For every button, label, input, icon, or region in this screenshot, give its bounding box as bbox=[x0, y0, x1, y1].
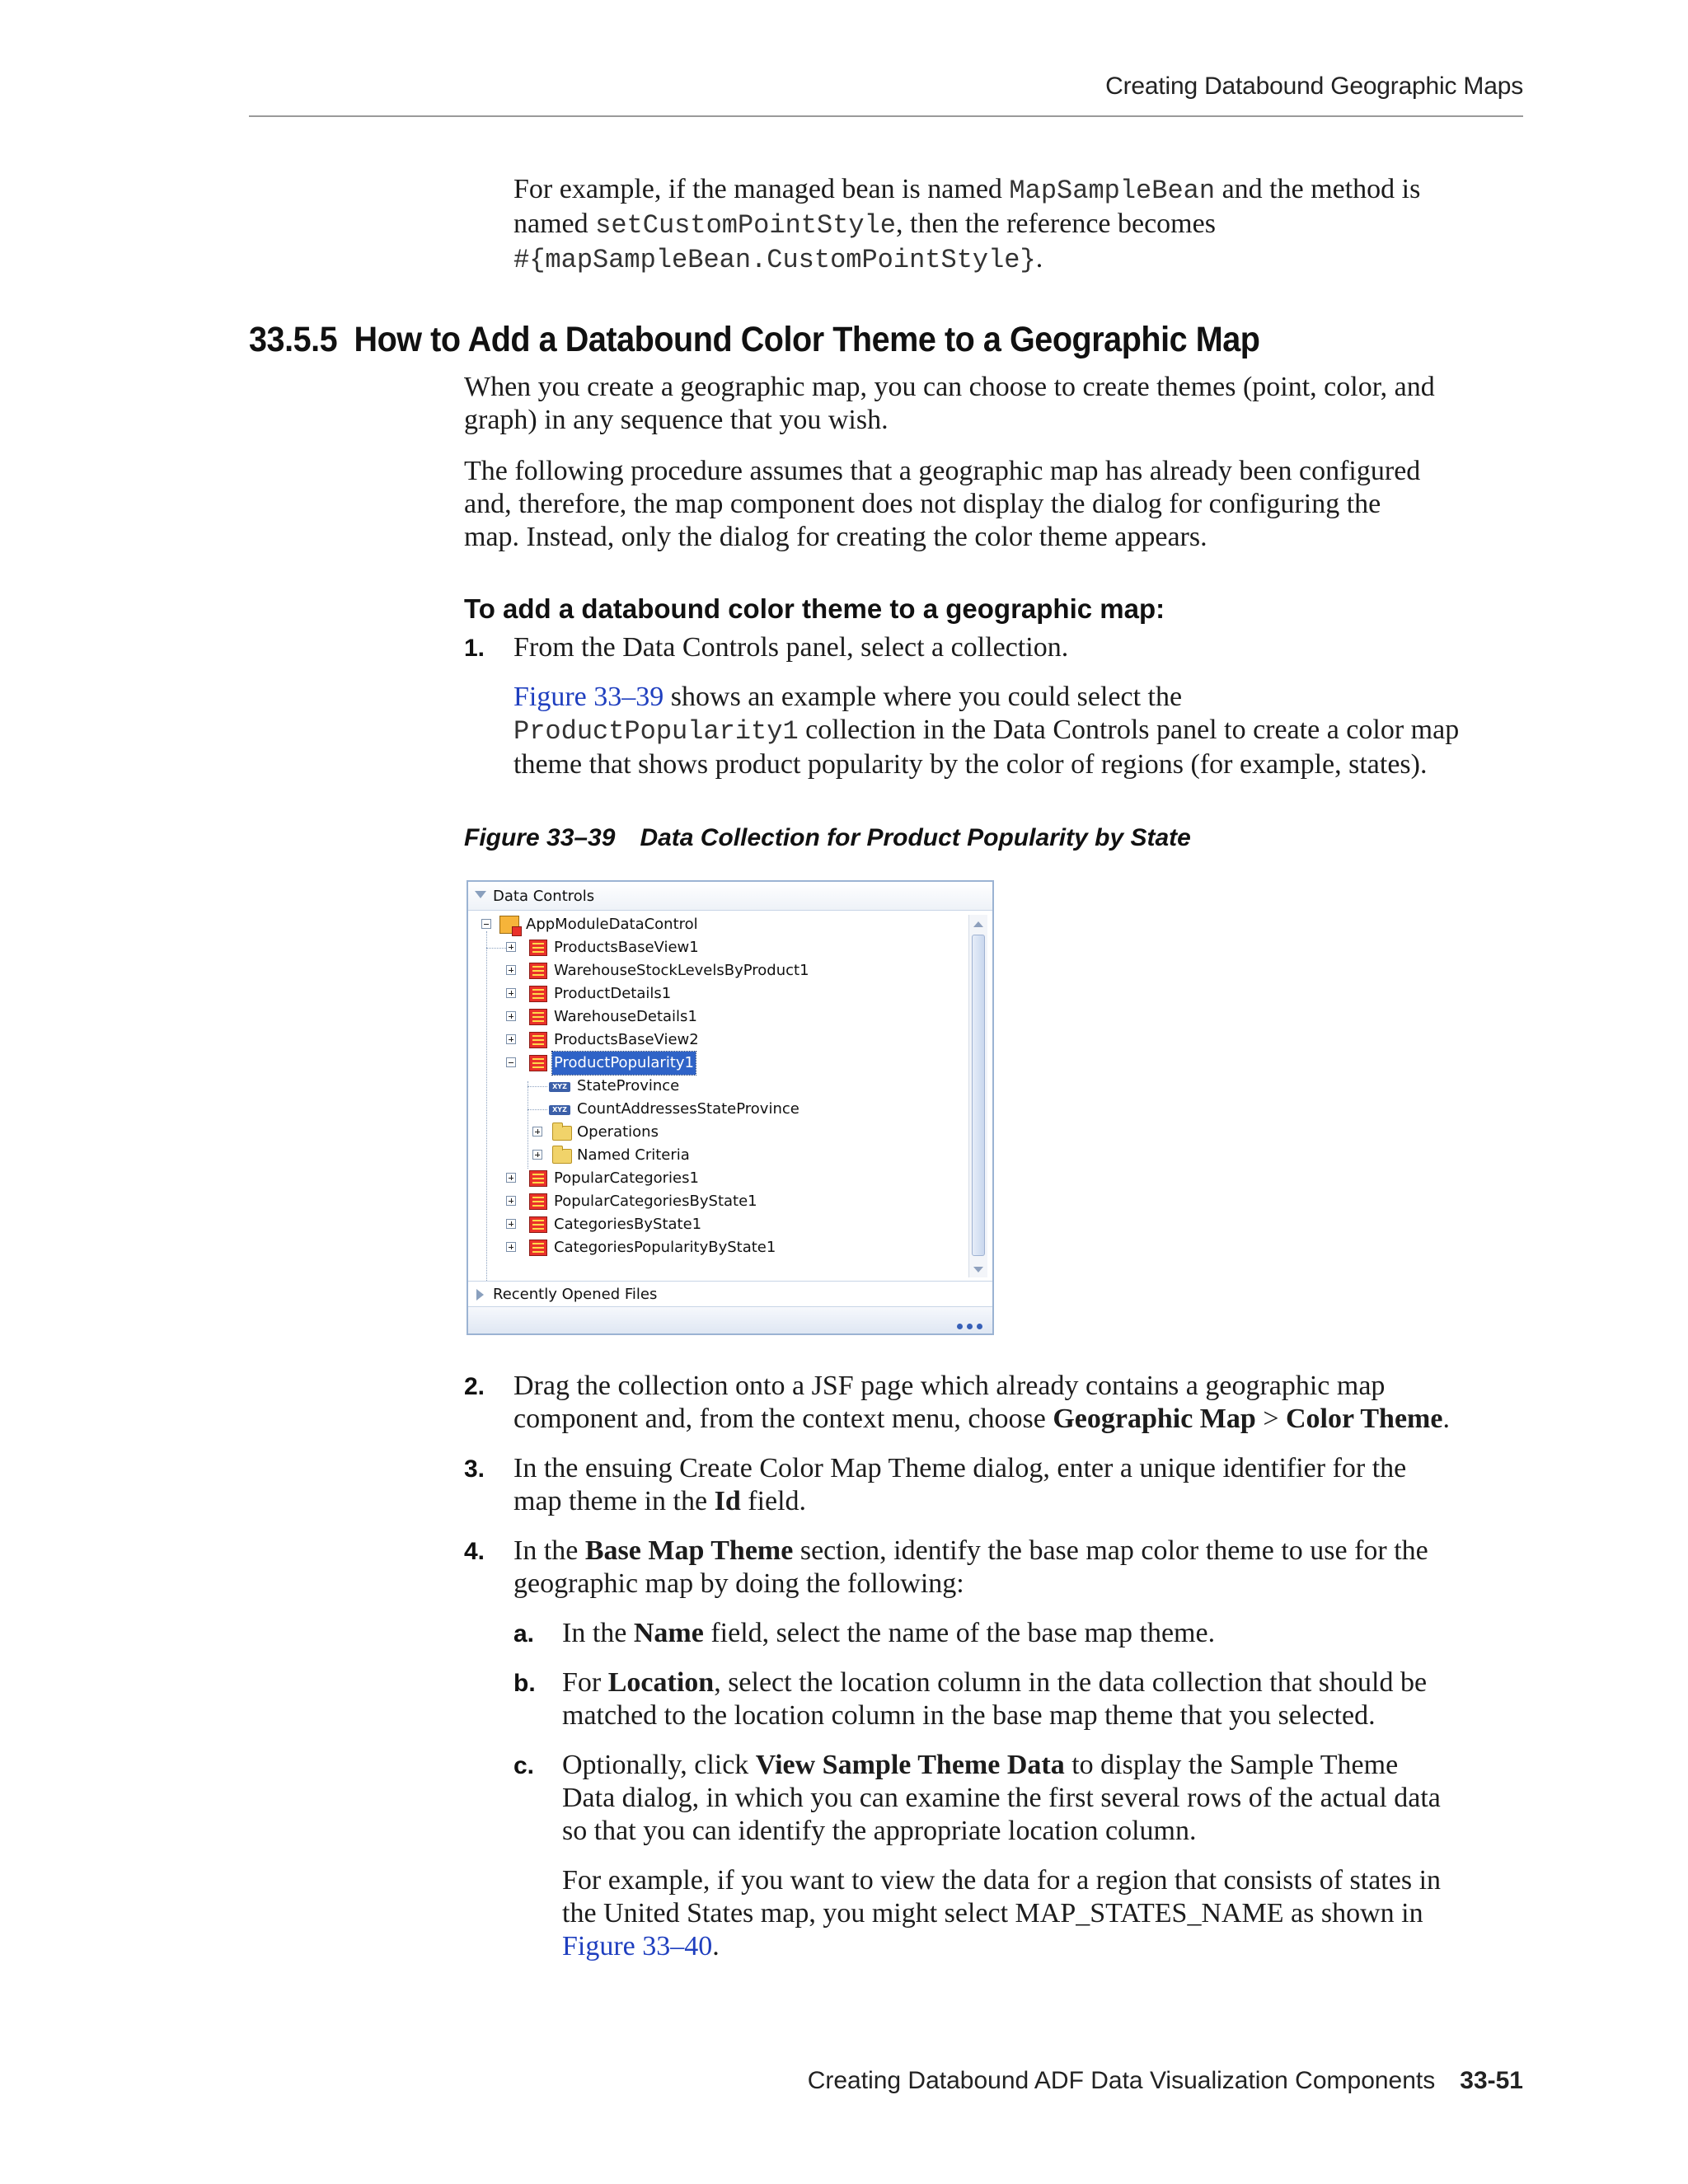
attribute-icon: XYZ bbox=[549, 1105, 570, 1115]
expand-icon[interactable] bbox=[506, 942, 516, 952]
panel-footer bbox=[468, 1306, 992, 1333]
step-line: Data dialog, in which you can examine the first several rows of the actual data bbox=[562, 1783, 1441, 1813]
step-line: the United States map, you might select MAP_STATES_NAME as shown in bbox=[562, 1898, 1423, 1929]
tree-node-label: CategoriesByState1 bbox=[554, 1216, 702, 1233]
intro-paragraph bbox=[513, 173, 1420, 277]
step-text: Optionally, click bbox=[562, 1750, 756, 1780]
panel-title: Data Controls bbox=[493, 888, 595, 905]
tree-guide-line bbox=[486, 931, 487, 1294]
figure-link[interactable]: Figure 33–40 bbox=[562, 1931, 713, 1961]
data-controls-tree bbox=[473, 913, 968, 1325]
substep-label: c. bbox=[513, 1752, 535, 1779]
detail-text: collection in the Data Controls panel to create a color map bbox=[798, 715, 1460, 745]
field-name: Location bbox=[607, 1667, 715, 1698]
step-line: For example, if you want to view the data for a region that consists of states in bbox=[562, 1865, 1442, 1896]
step-4-text bbox=[513, 1535, 1428, 1601]
paragraph-line: When you create a geographic map, you can choose to create themes (point, color, and bbox=[464, 372, 1435, 402]
scroll-up-icon[interactable] bbox=[973, 921, 983, 927]
field-name: Name bbox=[633, 1618, 704, 1648]
expand-icon[interactable] bbox=[506, 988, 516, 998]
intro-text: and the method is bbox=[1215, 174, 1421, 204]
attribute-icon: XYZ bbox=[549, 1082, 570, 1092]
tree-node-label: PopularCategoriesByState1 bbox=[554, 1193, 757, 1210]
expand-icon[interactable] bbox=[506, 1196, 516, 1206]
recently-opened-files-label: Recently Opened Files bbox=[493, 1286, 658, 1303]
step-text: In the bbox=[513, 1535, 585, 1566]
collection-icon bbox=[529, 1009, 547, 1025]
collection-icon bbox=[529, 963, 547, 979]
section-title: How to Add a Databound Color Theme to a Geographic Map bbox=[354, 320, 1260, 359]
figure-label: Figure 33–39 bbox=[464, 824, 616, 851]
scroll-down-icon[interactable] bbox=[973, 1267, 983, 1272]
menu-separator: > bbox=[1255, 1404, 1286, 1434]
expand-icon[interactable] bbox=[506, 1173, 516, 1183]
detail-text: theme that shows product popularity by the color of regions (for example, states). bbox=[513, 749, 1428, 780]
step-line: matched to the location column in the base map theme that you selected. bbox=[562, 1700, 1376, 1731]
step-text: field. bbox=[740, 1486, 807, 1516]
section-heading bbox=[249, 320, 1259, 360]
footer-chapter-title: Creating Databound ADF Data Visualization Components bbox=[807, 2067, 1436, 2094]
expand-icon[interactable] bbox=[506, 1219, 516, 1229]
menu-name: Geographic Map bbox=[1053, 1404, 1256, 1434]
step-line: In the ensuing Create Color Map Theme dialog, enter a unique identifier for the bbox=[513, 1453, 1407, 1483]
expand-triangle-icon[interactable] bbox=[476, 1289, 484, 1301]
substep-c-detail bbox=[562, 1864, 1441, 1963]
tree-node-label: Named Criteria bbox=[577, 1146, 690, 1164]
vertical-scrollbar[interactable] bbox=[968, 915, 987, 1277]
expand-icon[interactable] bbox=[506, 1242, 516, 1252]
step-text: to display the Sample Theme bbox=[1064, 1750, 1399, 1780]
tree-node-label: WarehouseDetails1 bbox=[554, 1008, 697, 1025]
figure-caption bbox=[464, 824, 1191, 852]
recently-opened-files-bar[interactable] bbox=[468, 1281, 992, 1308]
detail-text: shows an example where you could select the bbox=[663, 682, 1183, 712]
tree-node-label: ProductsBaseView2 bbox=[554, 1031, 699, 1048]
step-line: so that you can identify the appropriate location column. bbox=[562, 1816, 1197, 1846]
tree-node-label: PopularCategories1 bbox=[554, 1169, 699, 1187]
expand-icon[interactable] bbox=[506, 965, 516, 975]
step-text: section, identify the base map color theme to use for the bbox=[793, 1535, 1428, 1566]
step-line: geographic map by doing the following: bbox=[513, 1568, 964, 1599]
step-number: 3. bbox=[464, 1455, 485, 1483]
expand-icon[interactable] bbox=[506, 1034, 516, 1044]
step-text: . bbox=[712, 1931, 720, 1961]
figure-link[interactable]: Figure 33–39 bbox=[513, 682, 664, 712]
tree-node-label-selected: ProductPopularity1 bbox=[552, 1052, 696, 1075]
tree-node-label: ProductsBaseView1 bbox=[554, 939, 699, 956]
step-2-text bbox=[513, 1370, 1450, 1436]
section-paragraph-2 bbox=[464, 455, 1420, 554]
scroll-thumb[interactable] bbox=[972, 935, 985, 1256]
paragraph-line: map. Instead, only the dialog for creating the color theme appears. bbox=[464, 522, 1207, 552]
collection-icon bbox=[529, 1170, 547, 1187]
intro-text: named bbox=[513, 209, 596, 239]
expand-icon[interactable] bbox=[532, 1150, 542, 1160]
procedure-heading: To add a databound color theme to a geographic map: bbox=[464, 593, 1165, 624]
collection-icon bbox=[529, 1032, 547, 1048]
tree-node-label: CountAddressesStateProvince bbox=[577, 1100, 799, 1118]
code-collection-name: ProductPopularity1 bbox=[513, 716, 799, 747]
tree-node-label: ProductDetails1 bbox=[554, 985, 672, 1002]
tree-node-label: AppModuleDataControl bbox=[526, 916, 698, 933]
collapse-icon[interactable] bbox=[506, 1057, 516, 1067]
step-number: 4. bbox=[464, 1538, 485, 1565]
collection-icon bbox=[529, 1055, 547, 1071]
step-3-text bbox=[513, 1452, 1406, 1518]
paragraph-line: The following procedure assumes that a geographic map has already been configured bbox=[464, 456, 1421, 486]
collection-icon bbox=[529, 940, 547, 956]
field-name: Id bbox=[714, 1486, 741, 1516]
intro-text: . bbox=[1035, 243, 1043, 274]
tree-node-label: WarehouseStockLevelsByProduct1 bbox=[554, 962, 809, 979]
button-name: View Sample Theme Data bbox=[755, 1750, 1065, 1780]
data-control-icon bbox=[499, 916, 519, 934]
step-text: map theme in the bbox=[513, 1486, 715, 1516]
step-number: 2. bbox=[464, 1373, 485, 1400]
step-line: Drag the collection onto a JSF page which already contains a geographic map bbox=[513, 1371, 1386, 1401]
step-text: field, select the name of the base map theme. bbox=[703, 1618, 1216, 1648]
collection-icon bbox=[529, 1240, 547, 1256]
tree-node-label: Operations bbox=[577, 1123, 659, 1141]
step-text: For bbox=[562, 1667, 608, 1698]
intro-text: For example, if the managed bean is named bbox=[513, 174, 1010, 204]
panel-title-bar[interactable] bbox=[468, 882, 992, 911]
step-1-detail bbox=[513, 681, 1459, 781]
collection-icon bbox=[529, 1216, 547, 1233]
code-bean-name: MapSampleBean bbox=[1009, 176, 1216, 206]
menu-name: Color Theme bbox=[1286, 1404, 1443, 1434]
section-paragraph-1 bbox=[464, 371, 1435, 437]
page-number: 33-51 bbox=[1460, 2067, 1523, 2094]
section-name: Base Map Theme bbox=[584, 1535, 794, 1566]
step-text: component and, from the context menu, choose bbox=[513, 1404, 1053, 1434]
step-text: In the bbox=[562, 1618, 634, 1648]
intro-text: , then the reference becomes bbox=[896, 209, 1216, 239]
collection-icon bbox=[529, 1193, 547, 1210]
data-controls-panel bbox=[467, 880, 994, 1335]
substep-a-text bbox=[562, 1617, 1215, 1650]
code-reference: #{mapSampleBean.CustomPointStyle} bbox=[513, 245, 1036, 275]
substep-b-text bbox=[562, 1666, 1427, 1732]
code-method-name: setCustomPointStyle bbox=[595, 210, 896, 241]
folder-icon bbox=[552, 1126, 572, 1141]
expand-icon[interactable] bbox=[506, 1011, 516, 1021]
expand-icon[interactable] bbox=[532, 1127, 542, 1137]
step-text: . bbox=[1442, 1404, 1450, 1434]
collapse-triangle-icon[interactable] bbox=[475, 891, 486, 898]
figure-title: Data Collection for Product Popularity by State bbox=[640, 824, 1191, 851]
step-number: 1. bbox=[464, 635, 485, 662]
substep-c-text bbox=[562, 1749, 1441, 1848]
section-number: 33.5.5 bbox=[249, 320, 338, 359]
collapse-icon[interactable] bbox=[481, 919, 491, 929]
more-options-icon[interactable] bbox=[953, 1316, 982, 1333]
paragraph-line: and, therefore, the map component does not display the dialog for configuring the bbox=[464, 489, 1381, 519]
tree-node-label: CategoriesPopularityByState1 bbox=[554, 1239, 776, 1256]
step-text: , select the location column in the data collection that should be bbox=[714, 1667, 1428, 1698]
folder-icon bbox=[552, 1149, 572, 1164]
header-rule bbox=[249, 115, 1523, 117]
step-1-text: From the Data Controls panel, select a collection. bbox=[513, 632, 1069, 663]
substep-label: a. bbox=[513, 1620, 535, 1647]
running-header: Creating Databound Geographic Maps bbox=[1105, 73, 1523, 100]
paragraph-line: graph) in any sequence that you wish. bbox=[464, 405, 889, 435]
page-footer bbox=[808, 2067, 1523, 2095]
tree-node-label: StateProvince bbox=[577, 1077, 680, 1094]
substep-label: b. bbox=[513, 1670, 536, 1697]
collection-icon bbox=[529, 986, 547, 1002]
